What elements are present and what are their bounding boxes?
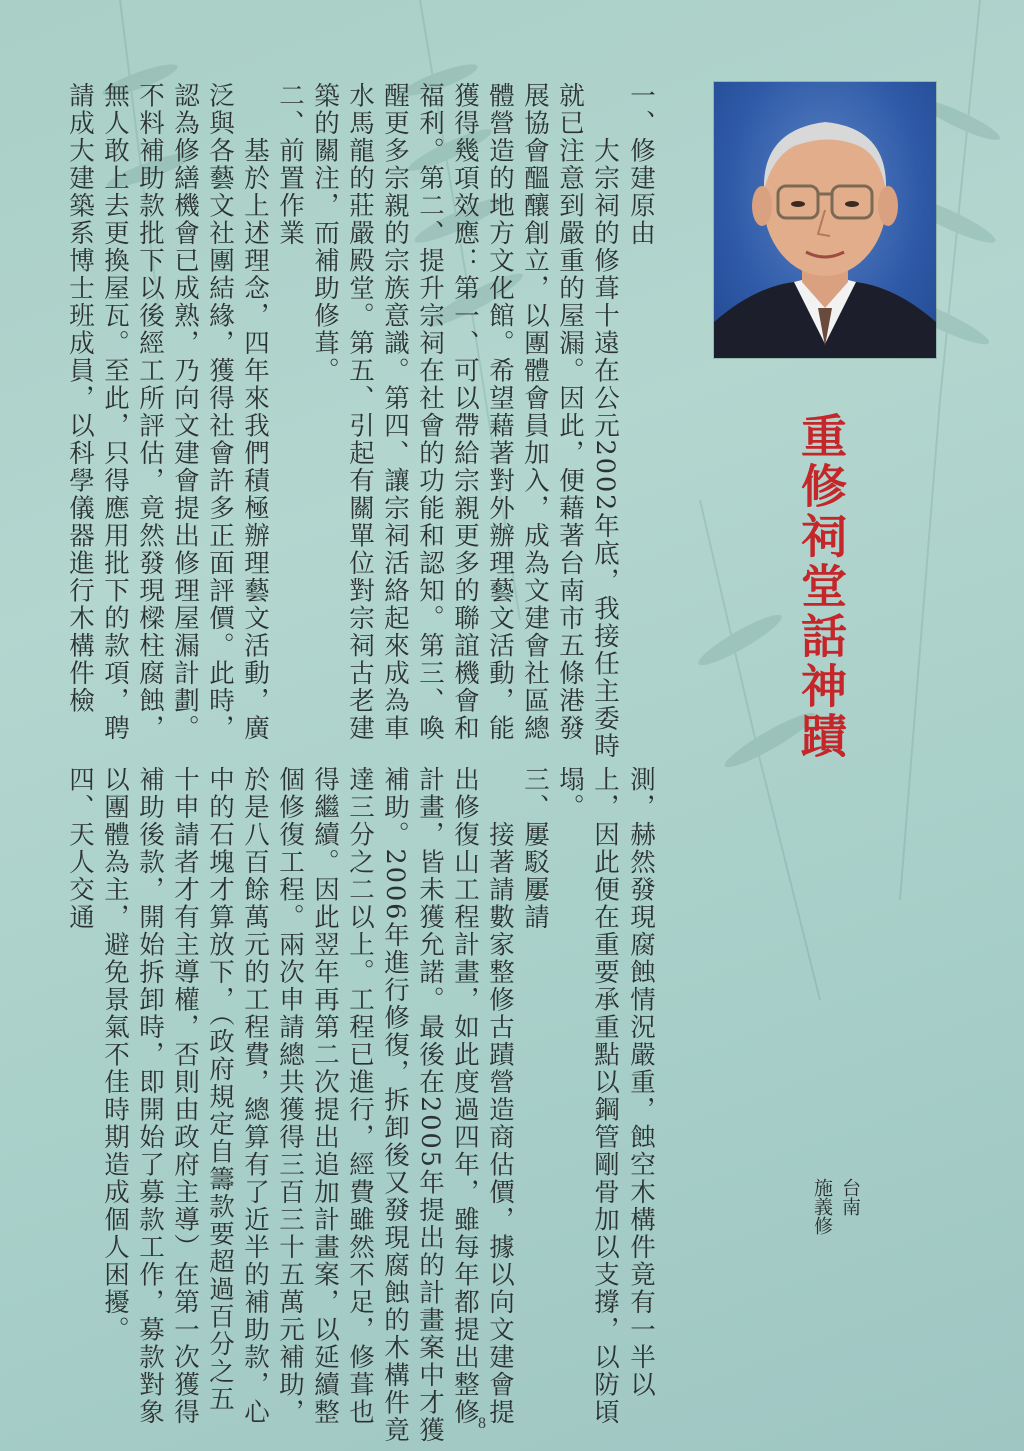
author-portrait — [714, 82, 936, 358]
author-name: 施義修 — [811, 1178, 833, 1235]
author-byline — [808, 1178, 864, 1235]
text-column: 泛與各藝文社團結緣，獲得社會許多正面評價。此時， — [205, 82, 235, 742]
text-column: 大宗祠的修葺十遠在公元2002年底，我接任主委時 — [590, 82, 620, 760]
text-column: 出修復山工程計畫，如此度過四年，雖每年都提出整修 — [450, 766, 480, 1426]
text-column: 展協會醞釀創立，以團體會員加入，成為文建會社區總 — [520, 82, 550, 742]
text-column: 接著請數家整修古蹟營造商估價，據以向文建會提 — [485, 766, 515, 1426]
text-column: 無人敢上去更換屋瓦。至此，只得應用批下的款項，聘 — [100, 82, 130, 742]
text-column: 三、屢駁屢請 — [520, 766, 550, 931]
text-column: 獲得幾項效應：第一、可以帶給宗親更多的聯誼機會和 — [450, 82, 480, 742]
text-column: 上，因此便在重要承重點以鋼管剛骨加以支撐，以防頃 — [590, 766, 620, 1426]
text-column: 一、修建原由 — [626, 82, 656, 247]
text-column: 中的石塊才算放下，（政府規定自籌款要超過百分之五 — [205, 766, 235, 1414]
text-column: 達三分之二以上。工程已進行，經費雖然不足，修葺也 — [345, 766, 375, 1426]
text-column: 水馬龍的莊嚴殿堂。第五、引起有關單位對宗祠古老建 — [345, 82, 375, 742]
text-column: 築的關注，而補助修葺。 — [310, 82, 340, 385]
article-title: 重修祠堂話神蹟 — [794, 412, 848, 762]
text-column: 基於上述理念，四年來我們積極辦理藝文活動，廣 — [240, 82, 270, 742]
text-column: 以團體為主，避免景氣不佳時期造成個人困擾。 — [100, 766, 130, 1344]
text-column: 請成大建築系博士班成員，以科學儀器進行木構件檢 — [65, 82, 95, 715]
page-number: 8 — [478, 1415, 486, 1432]
text-column: 測，赫然發現腐蝕情況嚴重，蝕空木構件竟有一半以 — [626, 766, 656, 1399]
text-column: 計畫，皆未獲允諾。最後在2005年提出的計畫案中才獲 — [415, 766, 445, 1444]
text-column: 醒更多宗親的宗族意識。第四、讓宗祠活絡起來成為車 — [380, 82, 410, 742]
text-column: 塌。 — [555, 766, 585, 821]
text-column: 體營造的地方文化館。希望藉著對外辦理藝文活動，能 — [485, 82, 515, 742]
text-column: 得繼續。因此翌年再第二次提出追加計畫案，以延續整 — [310, 766, 340, 1426]
text-column: 就已注意到嚴重的屋漏。因此，便藉著台南市五條港發 — [555, 82, 585, 742]
text-column: 認為修繕機會已成熟，乃向文建會提出修理屋漏計劃。 — [170, 82, 200, 742]
text-column: 四、天人交通 — [65, 766, 95, 931]
text-column: 福利。第二、提升宗祠在社會的功能和認知。第三、喚 — [415, 82, 445, 742]
text-column: 補助後款，開始拆卸時，即開始了募款工作，募款對象 — [135, 766, 165, 1426]
text-column: 二、前置作業 — [275, 82, 305, 247]
text-column: 個修復工程。兩次申請總共獲得三百三十五萬元補助， — [275, 766, 305, 1426]
text-column: 不料補助款批下以後經工所評估，竟然發現樑柱腐蝕， — [135, 82, 165, 742]
text-column: 於是八百餘萬元的工程費，總算有了近半的補助款，心 — [240, 766, 270, 1426]
text-column: 十申請者才有主導權，否則由政府主導）在第一次獲得 — [170, 766, 200, 1426]
author-place: 台南 — [839, 1178, 861, 1216]
text-column: 補助。2006年進行修復，拆卸後又發現腐蝕的木構件竟 — [380, 766, 410, 1444]
